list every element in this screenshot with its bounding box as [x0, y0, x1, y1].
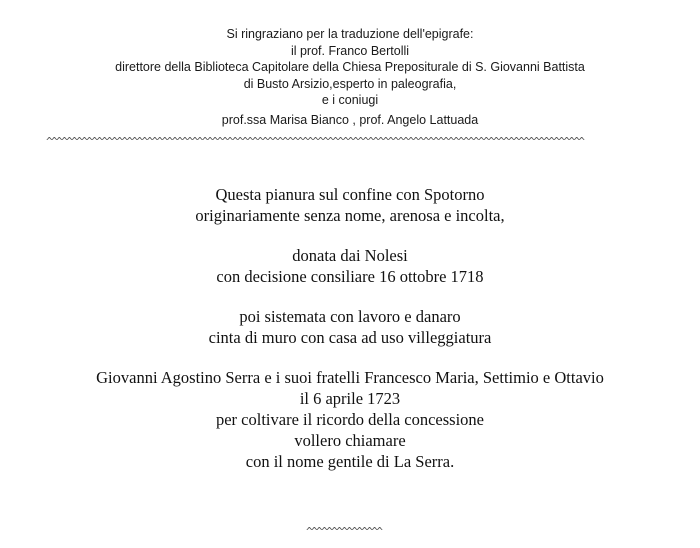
wave-divider-bottom: ^^^^^^^^^^^^^^^: [306, 526, 382, 538]
credits-line: e i coniugi: [321, 93, 379, 107]
epigraph-paragraph: [0, 367, 700, 472]
epigraph-line: originariamente senza nome, arenosa e incolta,: [195, 206, 505, 225]
epigraph-paragraph: [0, 245, 700, 287]
epigraph-line: cinta di muro con casa ad uso villeggiatura: [208, 328, 492, 347]
epigraph-paragraph: [0, 306, 700, 348]
epigraph-text: [0, 184, 700, 472]
epigraph-line: per coltivare il ricordo della concessione: [215, 410, 484, 429]
epigraph-line: donata dai Nolesi: [292, 246, 408, 265]
epigraph-line: Giovanni Agostino Serra e i suoi fratelli Francesco Maria, Settimio e Ottavio: [96, 368, 604, 387]
epigraph-line: con il nome gentile di La Serra.: [245, 452, 455, 471]
credits-line: Si ringraziano per la traduzione dell'epigrafe:: [226, 27, 474, 41]
epigraph-line: vollero chiamare: [294, 431, 406, 450]
epigraph-line: poi sistemata con lavoro e danaro: [239, 307, 461, 326]
credits-line: il prof. Franco Bertolli: [290, 43, 410, 58]
credits-line: di Busto Arsizio,esperto in paleografia,: [243, 76, 457, 91]
epigraph-line: il 6 aprile 1723: [299, 389, 401, 408]
acknowledgements: [0, 26, 700, 128]
epigraph-line: Questa pianura sul confine con Spotorno: [215, 185, 485, 204]
credits-line: prof.ssa Marisa Bianco , prof. Angelo Lattuada: [221, 112, 479, 127]
epigraph-line: con decisione consiliare 16 ottobre 1718: [216, 267, 484, 286]
wave-divider-top: ^^^^^^^^^^^^^^^^^^^^^^^^^^^^^^^^^^^^^^^^^^^^^^^^^^^^^^^^^^^^^^^^^^^^^^^^^^^^^^^^^^^^^^^^^^^^^^^^^^^^^^^^^^^: [46, 136, 584, 148]
credits-line: direttore della Biblioteca Capitolare della Chiesa Prepositurale di S. Giovanni Battista: [115, 60, 585, 74]
epigraph-paragraph: [0, 184, 700, 226]
